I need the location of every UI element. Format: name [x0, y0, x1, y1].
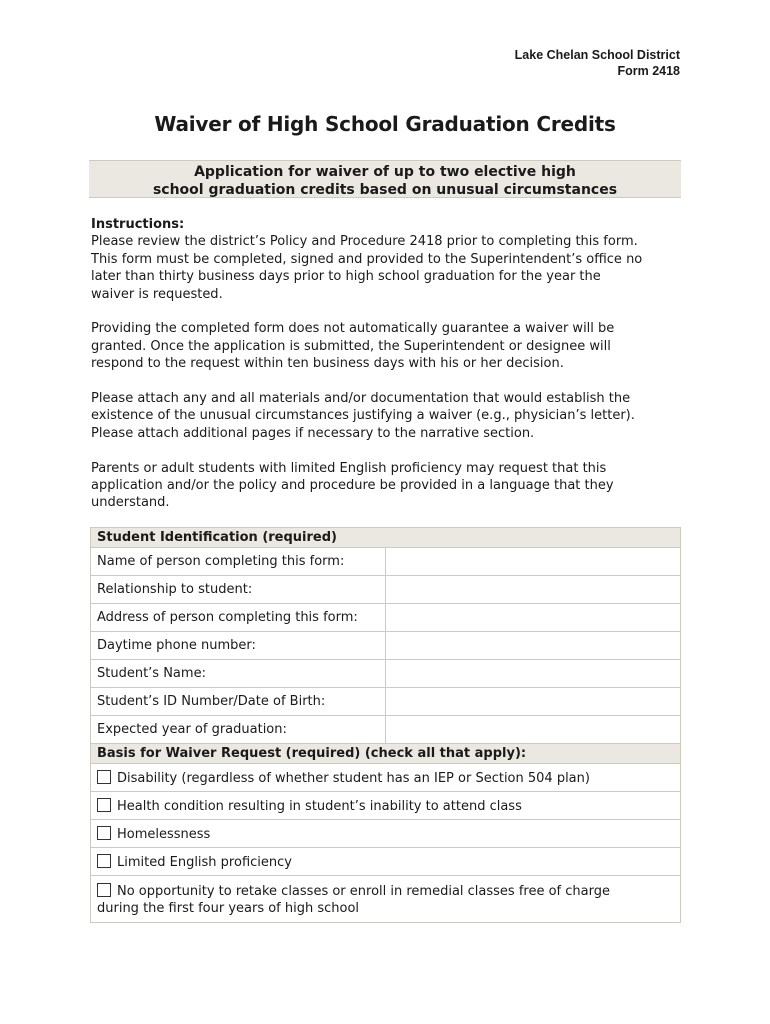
- basis-for-waiver-heading: Basis for Waiver Request (required) (check all that apply):: [91, 744, 681, 764]
- checkbox-row: [91, 764, 681, 792]
- subtitle-line-2: school graduation credits based on unusual circumstances: [152, 182, 618, 198]
- field-label-address: Address of person completing this form:: [91, 604, 386, 632]
- homelessness-checkbox[interactable]: [97, 826, 111, 840]
- instructions-line: Providing the completed form does not automatically guarantee a waiver will be: [91, 321, 615, 337]
- instructions-line: later than thirty business days prior to high school graduation for the year the: [91, 269, 601, 285]
- form-row: [91, 548, 681, 576]
- option-disability: [91, 764, 681, 792]
- form-row: [91, 632, 681, 660]
- field-input-person-name[interactable]: [386, 548, 681, 576]
- limited-english-label: Limited English proficiency: [117, 854, 292, 870]
- field-label-phone: Daytime phone number:: [91, 632, 386, 660]
- no-opportunity-checkbox[interactable]: [97, 883, 111, 897]
- field-label-student-name: Student’s Name:: [91, 660, 386, 688]
- form-row: [91, 576, 681, 604]
- instructions-line: waiver is requested.: [91, 286, 223, 302]
- instructions-paragraph-1: [91, 233, 691, 303]
- option-homelessness: [91, 820, 681, 848]
- form-row: [91, 660, 681, 688]
- field-label-graduation-year: Expected year of graduation:: [91, 716, 386, 744]
- instructions-line: Please attach any and all materials and/or documentation that would establish the: [91, 391, 631, 407]
- option-no-opportunity: [91, 876, 681, 923]
- instructions-block: [91, 216, 691, 529]
- checkbox-row: [91, 792, 681, 820]
- field-input-graduation-year[interactable]: [386, 716, 681, 744]
- no-opportunity-label-line-2: during the first four years of high school: [97, 901, 360, 916]
- health-condition-label: Health condition resulting in student’s inability to attend class: [117, 798, 522, 814]
- disability-checkbox[interactable]: [97, 770, 111, 784]
- basis-header-row: [91, 744, 681, 764]
- instructions-line: understand.: [91, 495, 170, 511]
- instructions-paragraph-2: [91, 320, 691, 372]
- no-opportunity-label: No opportunity to retake classes or enroll in remedial classes free of charge: [117, 884, 610, 899]
- instructions-line: Please attach additional pages if necessary to the narrative section.: [91, 425, 535, 441]
- field-input-address[interactable]: [386, 604, 681, 632]
- form-subtitle-banner: [89, 160, 681, 198]
- instructions-heading: Instructions:: [91, 217, 185, 232]
- disability-label: Disability (regardless of whether student has an IEP or Section 504 plan): [117, 770, 590, 786]
- form-row: [91, 688, 681, 716]
- district-name: Lake Chelan School District: [514, 48, 680, 62]
- instructions-line: respond to the request within ten business days with his or her decision.: [91, 356, 564, 372]
- field-label-relationship: Relationship to student:: [91, 576, 386, 604]
- instructions-line: Please review the district’s Policy and Procedure 2418 prior to completing this form.: [91, 234, 638, 250]
- form-number: Form 2418: [617, 64, 680, 78]
- document-header: [515, 47, 680, 79]
- instructions-line: granted. Once the application is submitted, the Superintendent or designee will: [91, 338, 611, 354]
- instructions-line: existence of the unusual circumstances justifying a waiver (e.g., physician’s letter).: [91, 408, 635, 424]
- checkbox-row: [91, 820, 681, 848]
- instructions-line: This form must be completed, signed and provided to the Superintendent’s office no: [91, 251, 643, 267]
- page-title: Waiver of High School Graduation Credits: [154, 112, 616, 136]
- homelessness-label: Homelessness: [117, 826, 211, 842]
- student-identification-header-row: [91, 528, 681, 548]
- instructions-line: application and/or the policy and procedure be provided in a language that they: [91, 478, 614, 494]
- option-limited-english: [91, 848, 681, 876]
- subtitle-line-1: Application for waiver of up to two elective high: [194, 164, 576, 180]
- field-input-relationship[interactable]: [386, 576, 681, 604]
- instructions-paragraph-4: [91, 460, 691, 512]
- student-identification-heading: Student Identification (required): [91, 528, 681, 548]
- instructions-line: Parents or adult students with limited English proficiency may request that this: [91, 460, 607, 476]
- field-label-student-id-dob: Student’s ID Number/Date of Birth:: [91, 688, 386, 716]
- field-input-student-id-dob[interactable]: [386, 688, 681, 716]
- instructions-paragraph-3: [91, 390, 691, 442]
- checkbox-row: [91, 848, 681, 876]
- form-row: [91, 716, 681, 744]
- field-label-person-name: Name of person completing this form:: [91, 548, 386, 576]
- health-condition-checkbox[interactable]: [97, 798, 111, 812]
- application-form-table: [90, 527, 681, 923]
- field-input-student-name[interactable]: [386, 660, 681, 688]
- form-row: [91, 604, 681, 632]
- option-health-condition: [91, 792, 681, 820]
- field-input-phone[interactable]: [386, 632, 681, 660]
- limited-english-checkbox[interactable]: [97, 854, 111, 868]
- checkbox-row: [91, 876, 681, 923]
